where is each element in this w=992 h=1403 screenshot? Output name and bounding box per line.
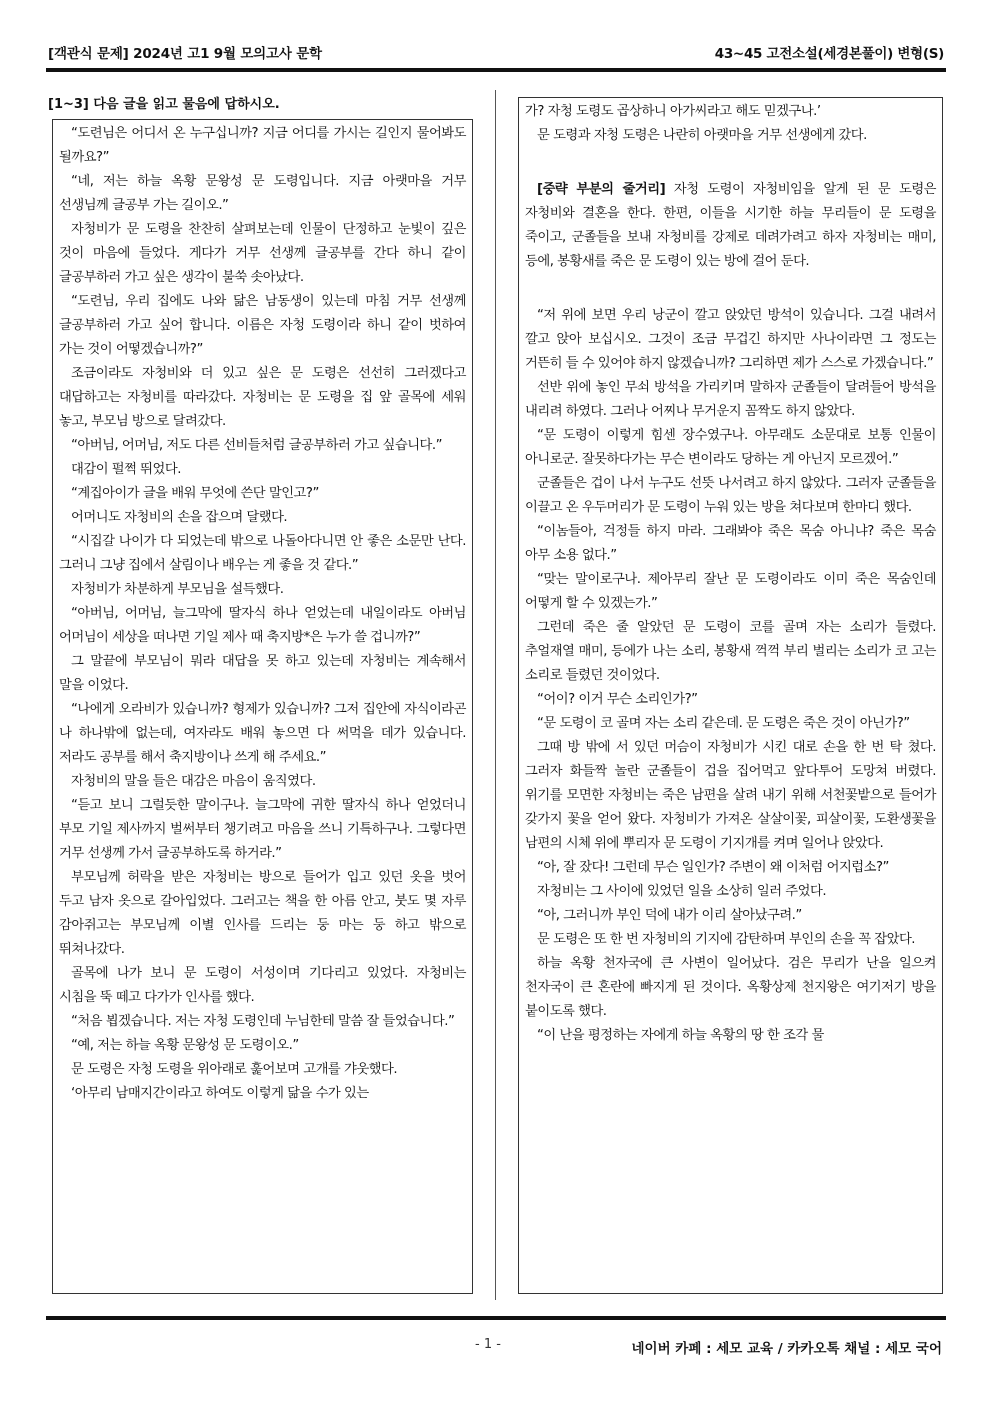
passage-paragraph: 선반 위에 놓인 무쇠 방석을 가리키며 말하자 군졸들이 달려들어 방석을 내리려 하였다. 그러나 어찌나 무거운지 꼼짝도 하지 않았다. — [525, 380, 936, 419]
passage-paragraph: 부모님께 허락을 받은 자청비는 방으로 들어가 입고 있던 옷을 벗어 두고 남자 옷으로 갈아입었다. 그러고는 책을 한 아름 안고, 붓도 몇 자루 감아쥐고는 부모님께 이별 인사를 드리는 둥 마는 둥 하고 밖으로 뛰쳐나갔다. — [59, 870, 466, 957]
passage-box-right — [518, 97, 943, 1294]
passage-paragraph: “이 난을 평정하는 자에게 하늘 옥황의 땅 한 조각 물 — [537, 1028, 824, 1043]
passage-paragraph: 가? 자청 도령도 곱상하니 아가씨라고 해도 믿겠구나.’ — [525, 104, 821, 119]
passage-left-text — [53, 120, 472, 1106]
paragraph-gap — [525, 148, 936, 178]
passage-paragraph: 골목에 나가 보니 문 도령이 서성이며 기다리고 있었다. 자청비는 시침을 뚝 떼고 다가가 인사를 했다. — [59, 966, 466, 1005]
passage-paragraph: “저 위에 보면 우리 낭군이 깔고 앉았던 방석이 있습니다. 그걸 내려서 깔고 앉아 보십시오. 그것이 조금 무겁긴 하지만 사나이라면 그 정도는 거뜬히 들 수 있어야 하지 않겠습니까? 그리하면 제가 스스로 가겠습니다.” — [525, 308, 936, 371]
passage-right-text — [519, 98, 942, 1048]
passage-paragraph: 군졸들은 겁이 나서 누구도 선뜻 나서려고 하지 않았다. 그러자 군졸들을 이끌고 온 우두머리가 문 도령이 누워 있는 방을 쳐다보며 한마디 했다. — [525, 476, 936, 515]
summary-paragraph — [525, 178, 936, 274]
passage-paragraph: 자청비가 문 도령을 찬찬히 살펴보는데 인물이 단정하고 눈빛이 깊은 것이 마음에 들었다. 게다가 거무 선생께 글공부를 간다 하니 같이 글공부하러 가고 싶은 생각이 불쑥 솟아났다. — [59, 222, 466, 285]
passage-paragraph: “아버님, 어머님, 저도 다른 선비들처럼 글공부하러 가고 싶습니다.” — [71, 438, 443, 453]
paragraph-gap — [525, 274, 936, 304]
passage-paragraph: “문 도령이 이렇게 힘센 장수였구나. 아무래도 소문대로 보통 인물이 아니로군. 잘못하다가는 무슨 변이라도 당하는 게 아닌지 모르겠어.” — [525, 428, 936, 467]
passage-paragraph: “네, 저는 하늘 옥황 문왕성 문 도령입니다. 지금 아랫마을 거무 선생님께 글공부 가는 길이오.” — [59, 174, 466, 213]
passage-paragraph: “아, 그러니까 부인 덕에 내가 이리 살아났구려.” — [537, 908, 802, 923]
passage-paragraph: “나에게 오라비가 있습니까? 형제가 있습니까? 그저 집안에 자식이라곤 나 하나밖에 없는데, 여자라도 배워 놓으면 다 써먹을 데가 있습니다. 저라도 공부를 해서 축지방이나 쓰게 해 주세요.” — [59, 702, 466, 765]
passage-paragraph: “도련님은 어디서 온 누구십니까? 지금 어디를 가시는 길인지 물어봐도 될까요?” — [59, 126, 466, 165]
passage-paragraph: 자청비는 그 사이에 있었던 일을 소상히 일러 주었다. — [537, 884, 827, 899]
passage-paragraph: “처음 뵙겠습니다. 저는 자청 도령인데 누님한테 말씀 잘 들었습니다.” — [71, 1014, 455, 1029]
passage-paragraph: “문 도령이 코 골며 자는 소리 같은데. 문 도령은 죽은 것이 아닌가?” — [537, 716, 910, 731]
passage-paragraph: 문 도령과 자청 도령은 나란히 아랫마을 거무 선생에게 갔다. — [537, 128, 867, 143]
header-section-title: 43~45 고전소설(세경본풀이) 변형(S) — [714, 46, 944, 62]
passage-paragraph: “아, 잘 잤다! 그런데 무슨 일인가? 주변이 왜 이처럼 어지럽소?” — [537, 860, 889, 875]
header-divider — [46, 68, 946, 72]
passage-paragraph: “어이? 이거 무슨 소리인가?” — [537, 692, 698, 707]
passage-paragraph: “맞는 말이로구나. 제아무리 잘난 문 도령이라도 이미 죽은 목숨인데 어떻게 할 수 있겠는가.” — [525, 572, 936, 611]
passage-paragraph: 자청비가 차분하게 부모님을 설득했다. — [71, 582, 284, 597]
passage-paragraph: 그 말끝에 부모님이 뭐라 대답을 못 하고 있는데 자청비는 계속해서 말을 이었다. — [59, 654, 466, 693]
summary-text: 자청 도령이 자청비임을 알게 된 문 도령은 자청비와 결혼을 한다. 한편, 이들을 시기한 하늘 무리들이 문 도령을 죽이고, 군졸들을 보내 자청비를 강제로 데려가려고 하자 자청비는 매미, 등에, 봉황새를 죽은 문 도령이 있는 방에 걸어 둔다. — [525, 182, 937, 269]
passage-paragraph: “아버님, 어머님, 늘그막에 딸자식 하나 얻었는데 내일이라도 아버님 어머님이 세상을 떠나면 기일 제사 때 축지방*은 누가 쓸 겁니까?” — [59, 606, 466, 645]
footer-contact: 네이버 카페 : 세모 교육 / 카카오톡 채널 : 세모 국어 — [631, 1341, 942, 1357]
passage-paragraph: 하늘 옥황 천자국에 큰 사변이 일어났다. 검은 무리가 난을 일으켜 천자국이 큰 혼란에 빠지게 된 것이다. 옥황상제 천지왕은 여기저기 방을 붙이도록 했다. — [525, 956, 936, 1019]
passage-paragraph: 그런데 죽은 줄 알았던 문 도령이 코를 골며 자는 소리가 들렸다. 추얼재열 매미, 등에가 나는 소리, 봉황새 꺽꺽 부리 벌리는 소리가 코 고는 소리로 들렸던 것이었다. — [525, 620, 936, 683]
passage-paragraph: 자청비의 말을 들은 대감은 마음이 움직였다. — [71, 774, 316, 789]
passage-box-left — [52, 119, 473, 1294]
column-divider — [495, 90, 496, 1300]
passage-paragraph: 대감이 펄쩍 뛰었다. — [71, 462, 181, 477]
passage-paragraph: “예, 저는 하늘 옥황 문왕성 문 도령이오.” — [71, 1038, 299, 1053]
passage-paragraph: 문 도령은 또 한 번 자청비의 기지에 감탄하며 부인의 손을 꼭 잡았다. — [537, 932, 916, 947]
passage-paragraph: 어머니도 자청비의 손을 잡으며 달랬다. — [71, 510, 288, 525]
passage-paragraph: “듣고 보니 그럴듯한 말이구나. 늘그막에 귀한 딸자식 하나 얻었더니 부모 기일 제사까지 벌써부터 챙기려고 마음을 쓰니 기특하구나. 그렇다면 거무 선생께 가서 글공부하도록 하거라.” — [59, 798, 466, 861]
footer-divider — [46, 1316, 946, 1320]
passage-paragraph: 조금이라도 자청비와 더 있고 싶은 문 도령은 선선히 그러겠다고 대답하고는 자청비를 따라갔다. 자청비는 문 도령을 집 앞 골목에 세워 놓고, 부모님 방으로 달려갔다. — [59, 366, 466, 429]
passage-paragraph: “시집갈 나이가 다 되었는데 밖으로 나돌아다니면 안 좋은 소문만 난다. 그러니 그냥 집에서 살림이나 배우는 게 좋을 것 같다.” — [59, 534, 466, 573]
page-number: - 1 - — [475, 1337, 501, 1352]
passage-paragraph: “도련님, 우리 집에도 나와 닮은 남동생이 있는데 마침 거무 선생께 글공부하러 가고 싶어 합니다. 이름은 자청 도령이라 하니 같이 벗하여 가는 것이 어떻겠습니까?” — [59, 294, 466, 357]
summary-label: [중략 부분의 줄거리] — [537, 182, 666, 197]
passage-paragraph: “이놈들아, 걱정들 하지 마라. 그래봐야 죽은 목숨 아니냐? 죽은 목숨 아무 소용 없다.” — [525, 524, 936, 563]
passage-paragraph: 문 도령은 자청 도령을 위아래로 훑어보며 고개를 갸웃했다. — [71, 1062, 398, 1077]
passage-paragraph: ‘아무리 남매지간이라고 하여도 이렇게 닮을 수가 있는 — [71, 1086, 369, 1101]
passage-paragraph: “계집아이가 글을 배워 무엇에 쓴단 말인고?” — [71, 486, 319, 501]
passage-paragraph: 그때 방 밖에 서 있던 머슴이 자청비가 시킨 대로 손을 한 번 탁 쳤다. 그러자 화들짝 놀란 군졸들이 겁을 집어먹고 앞다투어 도망쳐 버렸다. 위기를 모면한 자청비는 죽은 남편을 살려 내기 위해 서천꽃밭으로 들어가 갖가지 꽃을 얻어 왔다. 자청비가 가져온 살살이꽃, 피살이꽃, 도환생꽃을 남편의 시체 위에 뿌리자 문 도령이 기지개를 켜며 일어나 앉았다. — [525, 740, 936, 851]
header-exam-title: [객관식 문제] 2024년 고1 9월 모의고사 문학 — [48, 46, 322, 62]
question-instruction: [1~3] 다음 글을 읽고 물음에 답하시오. — [48, 97, 280, 112]
